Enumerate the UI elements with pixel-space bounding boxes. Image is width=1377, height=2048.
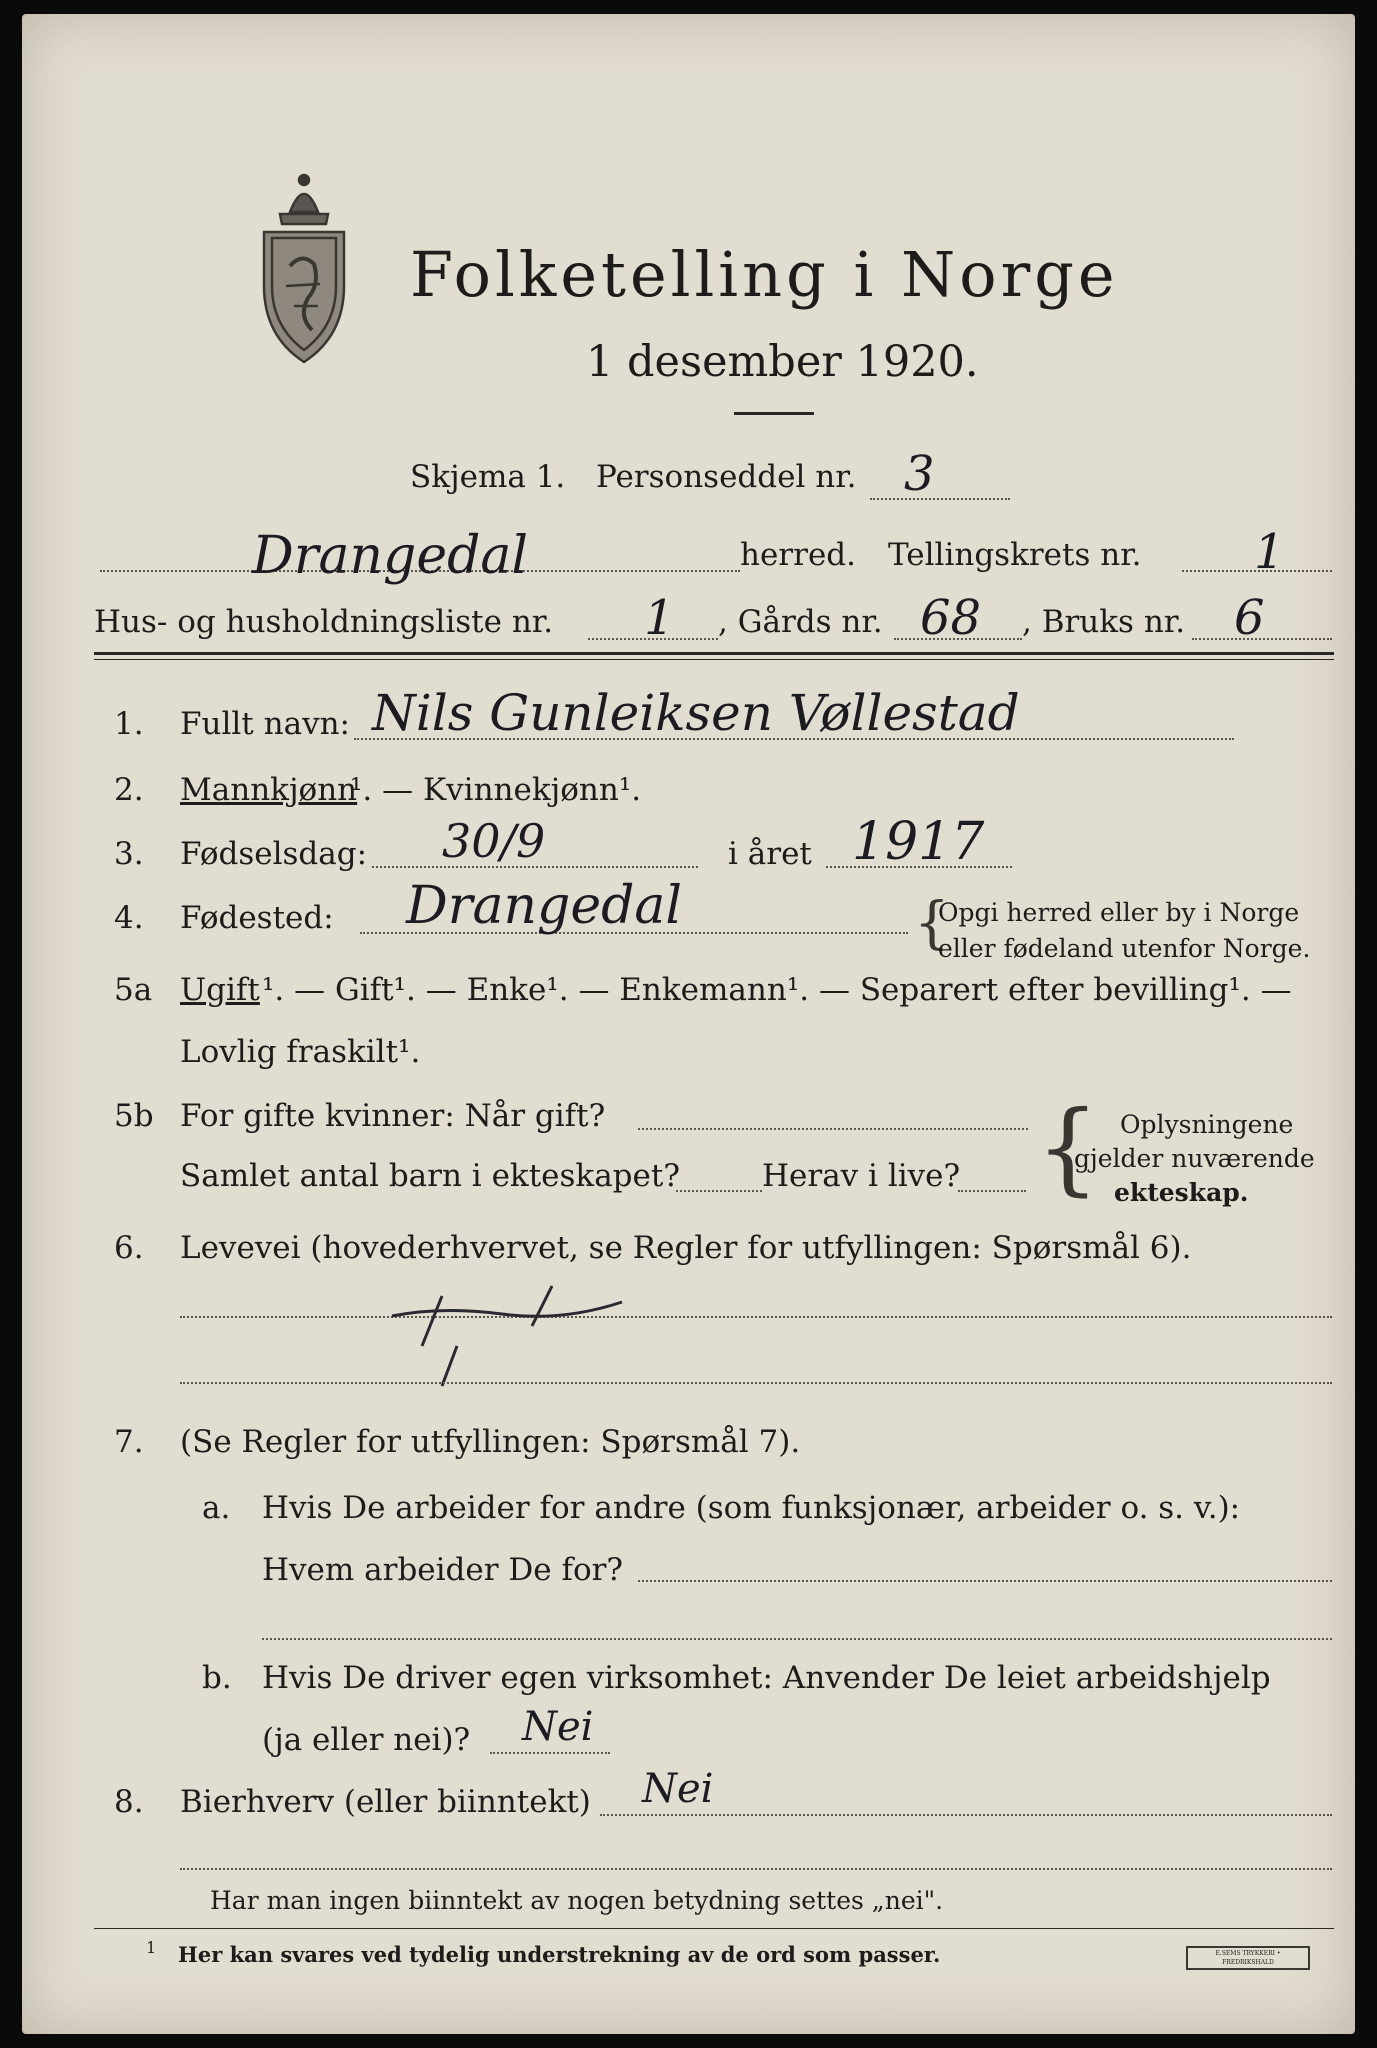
footnote-text: Her kan svares ved tydelig understrekning av de ord som passer. — [178, 1942, 941, 1967]
q8-number: 8. — [114, 1784, 144, 1820]
q6-label: Levevei (hovederhvervet, se Regler for utfyllingen: Spørsmål 6). — [180, 1230, 1192, 1266]
q5b-label: For gifte kvinner: Når gift? — [180, 1098, 606, 1134]
q6-number: 6. — [114, 1230, 144, 1266]
printer-stamp: E.SEMS TRYKKERI • FREDRIKSHALD — [1186, 1946, 1310, 1970]
q5a-divorced-option[interactable]: Lovlig fraskilt¹. — [180, 1034, 421, 1070]
q2-number: 2. — [114, 772, 144, 808]
q1-label: Fullt navn: — [180, 706, 350, 742]
gards-label: , Gårds nr. — [718, 604, 883, 640]
q7b-answer-line — [490, 1752, 610, 1754]
q5b-married-line — [638, 1128, 1028, 1130]
q7a-letter: a. — [202, 1490, 231, 1526]
q4-bracket: { — [914, 891, 950, 956]
q2-female-option[interactable]: ¹. — Kvinnekjønn¹. — [350, 772, 642, 808]
bruks-value[interactable]: 6 — [1234, 590, 1265, 646]
tellingskrets-value[interactable]: 1 — [1254, 524, 1285, 580]
q7b-value[interactable]: Nei — [522, 1704, 594, 1750]
q3-number: 3. — [114, 836, 144, 872]
q4-note-line1: Opgi herred eller by i Norge — [938, 898, 1300, 927]
q7a-employer-line — [638, 1580, 1332, 1582]
q4-number: 4. — [114, 900, 144, 936]
q1-value[interactable]: Nils Gunleiksen Vøllestad — [372, 684, 1020, 742]
q8-value[interactable]: Nei — [642, 1766, 714, 1812]
header-divider-thick — [94, 652, 1334, 655]
husliste-value[interactable]: 1 — [644, 590, 675, 646]
q7b-line1: Hvis De driver egen virksomhet: Anvender De leiet arbeidshjelp — [262, 1660, 1271, 1696]
q3-label: Fødselsdag: — [180, 836, 368, 872]
herred-value[interactable]: Drangedal — [252, 526, 529, 586]
q5b-note-line1: Oplysningene — [1120, 1110, 1294, 1139]
q5b-alive-label: Herav i live? — [762, 1158, 961, 1194]
census-form-sheet — [22, 14, 1355, 2034]
footnote-divider — [94, 1928, 1334, 1929]
q8-line — [600, 1814, 1332, 1816]
header-divider-thin — [94, 659, 1334, 660]
personseddel-label: Personseddel nr. — [596, 459, 857, 495]
tellingskrets-label: Tellingskrets nr. — [888, 537, 1142, 573]
bruks-label: , Bruks nr. — [1022, 604, 1186, 640]
q3-year-value[interactable]: 1917 — [852, 812, 985, 872]
q8-label: Bierhverv (eller biinntekt) — [180, 1784, 591, 1820]
q7a-extra-line — [262, 1638, 1332, 1640]
q6-line-1 — [180, 1316, 1332, 1318]
q8-extra-line — [180, 1868, 1332, 1870]
schema-label: Skjema 1. — [410, 459, 566, 495]
q4-value[interactable]: Drangedal — [406, 876, 683, 936]
q1-number: 1. — [114, 706, 144, 742]
q5b-children-label: Samlet antal barn i ekteskapet? — [180, 1158, 680, 1194]
q7a-line2: Hvem arbeider De for? — [262, 1552, 624, 1588]
q7b-line2: (ja eller nei)? — [262, 1722, 471, 1758]
personseddel-value[interactable]: 3 — [904, 446, 935, 502]
q5b-number: 5b — [114, 1098, 154, 1134]
q7b-letter: b. — [202, 1660, 232, 1696]
q5b-bracket: { — [1036, 1089, 1100, 1206]
form-title: Folketelling i Norge — [410, 238, 1119, 311]
herred-label: herred. — [740, 537, 856, 573]
q5b-alive-line — [958, 1190, 1026, 1192]
q4-label: Fødested: — [180, 900, 334, 936]
q3-year-label: i året — [728, 836, 812, 872]
q5a-other-options[interactable]: ¹. — Gift¹. — Enke¹. — Enkemann¹. — Separert efter bevilling¹. — — [262, 972, 1292, 1008]
coat-of-arms-icon — [250, 166, 358, 366]
q6-line-2 — [180, 1382, 1332, 1384]
title-divider — [734, 412, 814, 415]
biinntekt-note: Har man ingen biinntekt av nogen betydning settes „nei". — [210, 1886, 944, 1915]
q7-label: (Se Regler for utfyllingen: Spørsmål 7). — [180, 1424, 801, 1460]
q7-number: 7. — [114, 1424, 144, 1460]
q2-male-option[interactable]: Mannkjønn — [180, 772, 358, 808]
husliste-label: Hus- og husholdningsliste nr. — [94, 604, 554, 640]
census-date: 1 desember 1920. — [586, 337, 979, 387]
q5b-note-line3: ekteskap. — [1114, 1178, 1249, 1207]
q3-day-value[interactable]: 30/9 — [442, 814, 546, 868]
personseddel-line — [870, 498, 1010, 500]
q7a-line1: Hvis De arbeider for andre (som funksjonær, arbeider o. s. v.): — [262, 1490, 1241, 1526]
q5a-number: 5a — [114, 972, 153, 1008]
footnote-marker: 1 — [146, 1938, 157, 1957]
q5a-unmarried-option[interactable]: Ugift — [180, 972, 260, 1008]
q4-note-line2: eller fødeland utenfor Norge. — [938, 934, 1311, 963]
q5b-children-line — [676, 1190, 762, 1192]
q5b-note-line2: gjelder nuværende — [1074, 1144, 1315, 1173]
gards-value[interactable]: 68 — [920, 590, 982, 646]
q6-crossed-out-scribble — [382, 1276, 642, 1396]
